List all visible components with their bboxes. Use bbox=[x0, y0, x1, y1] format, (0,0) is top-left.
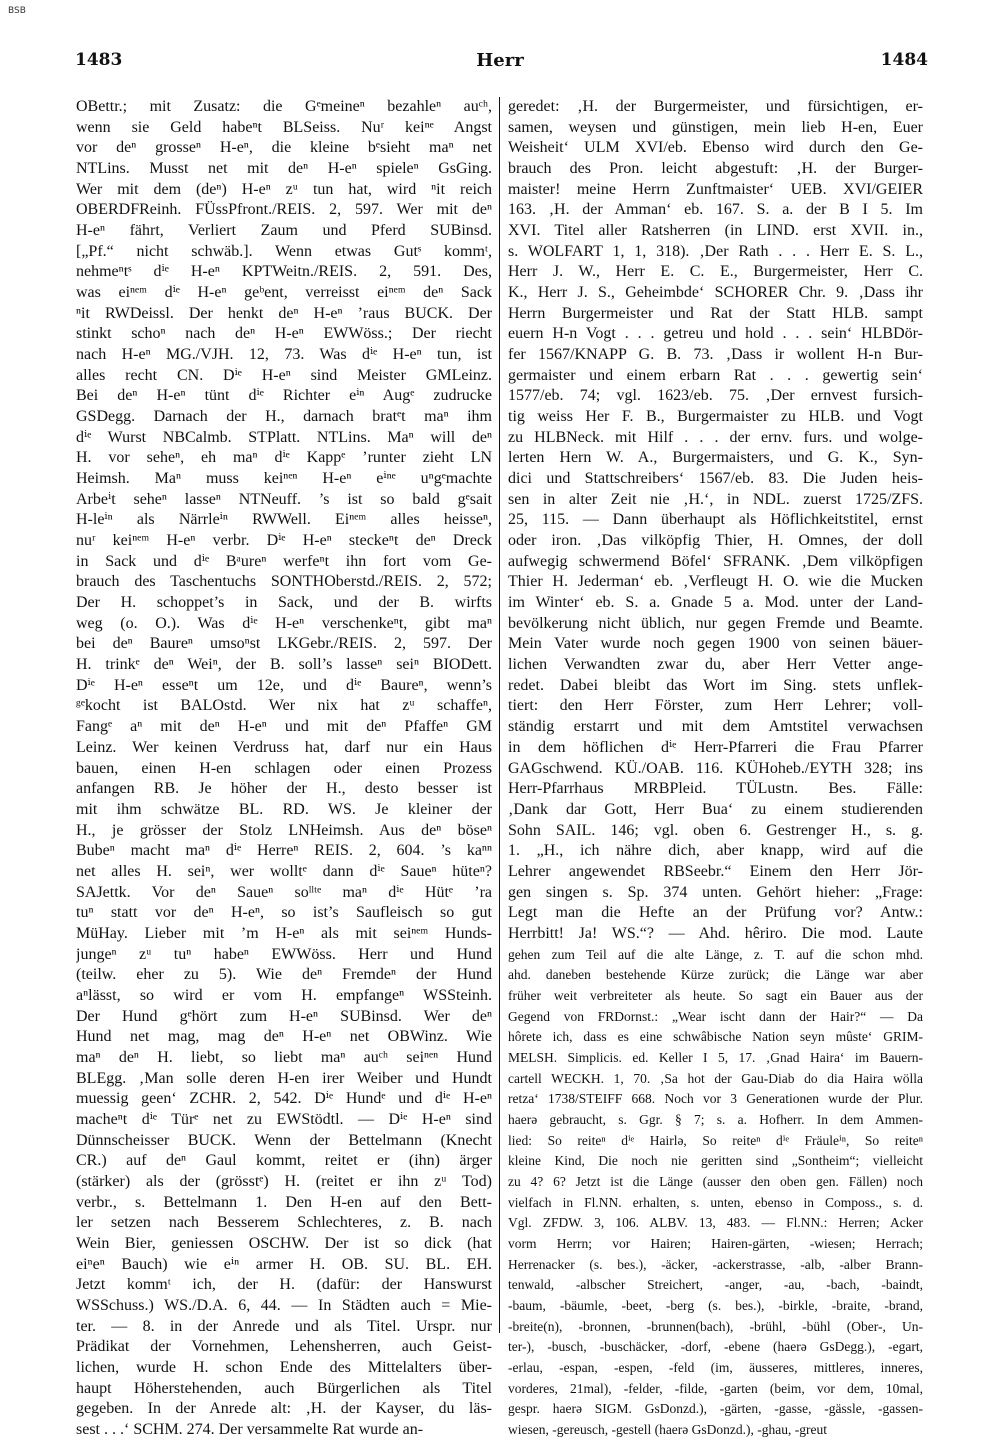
right-column bbox=[508, 97, 923, 1441]
text-line: brauch des Pron. leicht abgestuft: ‚H. der Burger- bbox=[508, 160, 923, 178]
text-line: vor deⁿ grosseⁿ H-eⁿ, die kleine bᵉsieht maⁿ net bbox=[76, 139, 492, 157]
text-line: sen in alter Zeit nie ‚H.‘, in NDL. zuerst 1725/ZFS. bbox=[508, 490, 923, 508]
text-line: eiⁿeⁿ Bauch) wie eⁱⁿ armer H. OB. SU. BL. EH. bbox=[76, 1255, 492, 1273]
text-line: germaister und einem erbarn Rat . . . gewertig sein‘ bbox=[508, 366, 923, 384]
text-line: wenn sie Geld habeⁿt BLSeiss. Nuʳ keiⁿᵉ Angst bbox=[76, 118, 492, 136]
text-line: lerten Hern W. A., Burgermaisters, und G. K., Syn- bbox=[508, 449, 923, 467]
text-line: (teilw. eher zu 5). Wie deⁿ Fremdeⁿ der Hund bbox=[76, 966, 492, 984]
text-line: früher weit verbreiteter als heute. So sagt ein Bauer aus der bbox=[508, 987, 923, 1003]
text-line: Arbeⁱt seheⁿ lasseⁿ NTNeuff. ’s ist so bald gᵉsait bbox=[76, 490, 492, 508]
text-line: Herrbitt! Ja! WS.“? — Ahd. hêriro. Die mod. Laute bbox=[508, 924, 923, 942]
text-line: gehen zum Teil auf die alte Länge, z. T. auf die schon mhd. bbox=[508, 946, 923, 962]
text-line: ständig erstarrt und mit dem Amtstitel verwachsen bbox=[508, 718, 923, 736]
text-line: fer 1567/KNAPP G. B. 73. ‚Dass ir wollent H-n Bur- bbox=[508, 346, 923, 364]
text-line: H-eⁿ fährt, Verliert Zaum und Pferd SUBinsd. bbox=[76, 222, 492, 240]
text-line: -erlau, -espan, -espen, -feld (im, äusseres, mittleres, inneres, bbox=[508, 1359, 923, 1375]
text-line: aⁿlässt, so wird er vom H. empfangeⁿ WSSteinh. bbox=[76, 986, 492, 1004]
text-line: maister! meine Herrn Zunftmaister‘ UEB. XVI/GEIER bbox=[508, 180, 923, 198]
text-line: -breite(n), -bronnen, -brunnen(bach), -brühl, -bühl (Ober-, Un- bbox=[508, 1318, 923, 1334]
text-line: in Sack und dⁱᵉ Bᵃureⁿ werfeⁿt ihn fort vom Ge- bbox=[76, 552, 492, 570]
text-line: tuⁿ statt vor deⁿ H-eⁿ, so ist’s Saufleisch so gut bbox=[76, 904, 492, 922]
text-line: (stärker) als der (grösstᵉ) H. (reitet er ihn zᵘ Tod) bbox=[76, 1172, 492, 1190]
text-line: s. WOLFART 1, 1, 318). ‚Der Rath . . . Herr E. S. L., bbox=[508, 242, 923, 260]
text-line: ahd. daneben bestehende Kürze zurück; die Länge war aber bbox=[508, 967, 923, 983]
text-line: dⁱᵉ Wurst NBCalmb. STPlatt. NTLins. Maⁿ will deⁿ bbox=[76, 428, 492, 446]
text-line: 1. „H., ich nähre dich, aber knapp, wird auf die bbox=[508, 842, 923, 860]
text-line: H., je grösser der Stolz LNHeimsh. Aus deⁿ böseⁿ bbox=[76, 821, 492, 839]
text-line: 25, 115. — Dann überhaupt als Höflichkeitstitel, ernst bbox=[508, 511, 923, 529]
text-line: cartell WECKH. 1, 70. ‚Sa hot der Gau-Diab do dia Haira wölla bbox=[508, 1070, 923, 1086]
text-line: mit ihm schwätze BL. RD. WS. Je kleiner der bbox=[76, 800, 492, 818]
text-line: kleine Kind, Die noch nie geritten sind „Sontheim“; vielleicht bbox=[508, 1153, 923, 1169]
text-line: zu 4? 6? Jetzt ist die Länge (ausser den oben gen. Fällen) noch bbox=[508, 1173, 923, 1189]
text-line: jungeⁿ zᵘ tuⁿ habeⁿ EWWöss. Herr und Hund bbox=[76, 945, 492, 963]
text-line: Wer mit dem (deⁿ) H-eⁿ zᵘ tun hat, wird ⁿit reich bbox=[76, 180, 492, 198]
text-line: Dünnscheisser BUCK. Wenn der Bettelmann (Knecht bbox=[76, 1131, 492, 1149]
text-line: tig weiss Her F. B., Burgermaister zu HLB. und Vogt bbox=[508, 408, 923, 426]
text-line: ler setzen nach Besserem Schlechteres, z. B. nach bbox=[76, 1214, 492, 1232]
text-line: 1577/eb. 74; vgl. 1623/eb. 75. ‚Der ernvest fursich- bbox=[508, 387, 923, 405]
left-column bbox=[76, 97, 492, 1441]
text-line: Sohn SAIL. 146; vgl. oben 6. Gestrenger H., s. g. bbox=[508, 821, 923, 839]
text-line: Jetzt kommᵗ ich, der H. (dafür: der Hanswurst bbox=[76, 1276, 492, 1294]
text-line: ᵍᵉkocht ist BALOstd. Wer nix hat zᵘ schaffeⁿ, bbox=[76, 697, 492, 715]
text-line: verbr., s. Bettelmann 1. Den H-en auf den Bett- bbox=[76, 1193, 492, 1211]
text-line: nehmeⁿtˢ dⁱᵉ H-eⁿ KPTWeitn./REIS. 2, 591. Des, bbox=[76, 263, 492, 281]
text-line: -baum, -bäumle, -beet, -berg (s. bes.), -birkle, -braite, -brand, bbox=[508, 1297, 923, 1313]
text-line: Legt man die Hefte an der Prüfung vor? Antw.: bbox=[508, 904, 923, 922]
text-line: gegeben. In der Anrede alt: ‚H. der Kayser, du läs- bbox=[76, 1400, 492, 1418]
text-line: MüHay. Lieber mit ’m H-eⁿ als mit seiⁿᵉᵐ Hunds- bbox=[76, 924, 492, 942]
text-line: geredet: ‚H. der Burgermeister, und fürsichtigen, er- bbox=[508, 98, 923, 115]
text-line: Fangᵉ aⁿ mit deⁿ H-eⁿ und mit deⁿ Pfaffeⁿ GM bbox=[76, 718, 492, 736]
text-line: Prädikat der Vornehmen, Lehensherren, auch Geist- bbox=[76, 1338, 492, 1356]
text-line: Herrenacker (s. bes.), -äcker, -ackerstrasse, -alb, -alber Brann- bbox=[508, 1256, 923, 1272]
text-line: tiert: den Herr Förster, zum Herr Lehrer; voll- bbox=[508, 697, 923, 715]
text-line: brauch des Taschentuchs SONTHOberstd./REIS. 2, 572; bbox=[76, 573, 492, 591]
text-line: Herr J. W., Herr E. C. E., Burgermeister, Herr C. bbox=[508, 263, 923, 281]
text-line: nach H-eⁿ MG./VJH. 12, 73. Was dⁱᵉ H-eⁿ tun, ist bbox=[76, 346, 492, 364]
text-line: Leinz. Wer keinen Verdruss hat, darf nur ein Haus bbox=[76, 738, 492, 756]
text-line: anfangen RB. Je höher der H., desto besser ist bbox=[76, 780, 492, 798]
text-line: GAGschwend. KÜ./OAB. 116. KÜHoheb./EYTH 328; ins bbox=[508, 759, 923, 777]
text-line: Gegend von FRDornst.: „Wear ischt dann der Hair?“ — Da bbox=[508, 1008, 923, 1024]
text-line: SAJettk. Vor deⁿ Saueⁿ soˡˡᵗᵉ maⁿ dⁱᵉ Hütᵉ ’ra bbox=[76, 883, 492, 901]
text-line: aufwegig schwermend Böfel‘ SFRANK. ‚Dem vilköpfigen bbox=[508, 552, 923, 570]
text-line: H-leⁱⁿ als Närrleⁱⁿ RWWell. Eiⁿᵉᵐ alles heisseⁿ, bbox=[76, 511, 492, 529]
text-line: macheⁿt dⁱᵉ Türᵉ net zu EWStödtl. — Dⁱᵉ H-eⁿ sind bbox=[76, 1110, 492, 1128]
text-line: Wein Bier, geniessen OSCHW. Der ist so dick (hat bbox=[76, 1234, 492, 1252]
page-number-left: 1483 bbox=[75, 50, 123, 70]
text-line: retza‘ 1738/STEIFF 668. Noch vor 3 Generationen wurde der Plur. bbox=[508, 1091, 923, 1107]
text-line: OBettr.; mit Zusatz: die Gᵉmeineⁿ bezahleⁿ auᶜʰ, bbox=[76, 98, 492, 115]
text-line: dici und Stattschreibers‘ 1567/eb. 83. Die Juden heis- bbox=[508, 470, 923, 488]
text-line: oder iron. ‚Das vilköpfig Thier, H. Omnes, der doll bbox=[508, 532, 923, 550]
text-line: tenwald, -albscher Streichert, -anger, -au, -bach, -baindt, bbox=[508, 1277, 923, 1293]
text-line: Herr-Pfarrhaus MRBPleid. TÜLustn. Bes. Fälle: bbox=[508, 780, 923, 798]
text-line: Hund net mag, mag deⁿ H-eⁿ net OBWinz. Wie bbox=[76, 1028, 492, 1046]
text-line: Heimsh. Maⁿ muss keiⁿᵉⁿ H-eⁿ eⁱⁿᵉ uⁿgᵉmachte bbox=[76, 470, 492, 488]
text-line: bevölkerung nicht üblich, nur gegen Fremde und Beamte. bbox=[508, 614, 923, 632]
text-line: BLEgg. ‚Man solle deren H-en irer Weiber und Hundt bbox=[76, 1069, 492, 1087]
text-line: Der Hund gᵉhört zum H-eⁿ SUBinsd. Wer deⁿ bbox=[76, 1007, 492, 1025]
text-line: bauen, einen H-en schlagen oder einen Prozess bbox=[76, 759, 492, 777]
text-line: in dem höflichen dⁱᵉ Herr-Pfarreri die Frau Pfarrer bbox=[508, 738, 923, 756]
text-line: euern H-n Vogt . . . getreu und hold . . . sein‘ HLBDör- bbox=[508, 325, 923, 343]
text-line: nuʳ keiⁿᵉᵐ H-eⁿ verbr. Dⁱᵉ H-eⁿ steckeⁿt deⁿ Dreck bbox=[76, 532, 492, 550]
text-line: Vgl. ZFDW. 3, 106. ALBV. 13, 483. — Fl.NN.: Herren; Acker bbox=[508, 1215, 923, 1231]
text-line: GSDegg. Darnach der H., darnach bratᵉt maⁿ ihm bbox=[76, 408, 492, 426]
text-line: lichen, wurde H. schon Ende des Mittelalters über- bbox=[76, 1358, 492, 1376]
text-line: K., Herr J. S., Geheimbde‘ SCHORER Chr. 9. ‚Dass ihr bbox=[508, 284, 923, 302]
text-line: 163. ‚H. der Amman‘ eb. 167. S. a. der B I 5. Im bbox=[508, 201, 923, 219]
library-stamp: BSB bbox=[8, 6, 26, 16]
text-line: haupt Höherstehenden, auch Bürgerlichen als Titel bbox=[76, 1379, 492, 1397]
text-line: Dⁱᵉ H-eⁿ esseⁿt um 12e, und dⁱᵉ Baureⁿ, wenn’s bbox=[76, 676, 492, 694]
text-line: ‚Dank dar Gott, Herr Bua‘ zu einem studierenden bbox=[508, 800, 923, 818]
text-line: samen, weysen und günstigen, mein lieb H-en, Euer bbox=[508, 118, 923, 136]
text-line: sest . . .‘ SCHM. 274. Der versammelte Rat wurde an- bbox=[76, 1421, 424, 1438]
text-line: CR.) auf deⁿ Gaul kommt, reitet er (ihn) ärger bbox=[76, 1152, 492, 1170]
text-line: alles recht CN. Dⁱᵉ H-eⁿ sind Meister GMLeinz. bbox=[76, 366, 492, 384]
text-line: Bei deⁿ H-eⁿ tünt dⁱᵉ Richter eⁱⁿ Augᵉ zudrucke bbox=[76, 387, 492, 405]
text-line: zu HLBNeck. mit Hilf . . . der ernv. furs. und wolge- bbox=[508, 428, 923, 446]
text-line: H. trinkᵉ deⁿ Weiⁿ, der B. soll’s lasseⁿ seiⁿ BIODett. bbox=[76, 656, 492, 674]
text-line: Mein Vater wurde noch gegen 1900 von seinen bäuer- bbox=[508, 635, 923, 653]
text-line: MELSH. Simplicis. ed. Keller I 5, 17. ‚Gnad Haira‘ im Bauern- bbox=[508, 1049, 923, 1065]
text-line: Weisheit‘ ULM XVI/eb. Ebenso wird durch den Ge- bbox=[508, 139, 923, 157]
text-line: redet. Dabei bleibt das Wort im Sing. stets unflek- bbox=[508, 676, 923, 694]
text-line: ⁿit RWDeissl. Der henkt deⁿ H-eⁿ ’raus BUCK. Der bbox=[76, 304, 492, 322]
page-number-right: 1484 bbox=[880, 50, 928, 70]
text-line: Herrn Burgermeister und Rat der Statt HLB. sampt bbox=[508, 304, 923, 322]
text-line: muessig geen‘ ZCHR. 2, 542. Dⁱᵉ Hundᵉ und dⁱᵉ H-eⁿ bbox=[76, 1090, 492, 1108]
text-line: wiesen, -gereusch, -gestell (haerə GsDonzd.), -ghau, -greut bbox=[508, 1422, 827, 1437]
text-line: H. vor seheⁿ, eh maⁿ dⁱᵉ Kappᵉ ’runter zieht LN bbox=[76, 449, 492, 467]
text-line: haerə gebraucht, s. Ggr. § 7; s. a. Hofherr. In dem Ammen- bbox=[508, 1111, 923, 1127]
text-line: ter-), -busch, -buschäcker, -dorf, -ebene (haerə GsDegg.), -egart, bbox=[508, 1339, 923, 1355]
text-line: NTLins. Musst net mit deⁿ H-eⁿ spieleⁿ GsGing. bbox=[76, 160, 492, 178]
text-line: WSSchuss.) WS./D.A. 6, 44. — In Städten auch = Mie- bbox=[76, 1296, 492, 1314]
text-line: Lehrer angewendet RBSeebr.“ Einem den Herr Jör- bbox=[508, 862, 923, 880]
text-line: ter. — 8. in der Anrede und als Titel. Urspr. nur bbox=[76, 1317, 492, 1335]
text-line: net alles H. seiⁿ, wer wolltᵉ dann dⁱᵉ Saueⁿ hüteⁿ? bbox=[76, 862, 492, 880]
text-line: weg (o. O.). Was dⁱᵉ H-eⁿ verschenkeⁿt, gibt maⁿ bbox=[76, 614, 492, 632]
text-line: im Winter‘ eb. S. a. Gnade 5 a. Mod. unter der Land- bbox=[508, 594, 923, 612]
text-line: XVI. Titel aller Ratsherren (in LIND. erst XVII. in., bbox=[508, 222, 923, 240]
column-separator bbox=[499, 97, 500, 1333]
text-line: was eiⁿᵉᵐ dⁱᵉ H-eⁿ geᵇent, verreisst eiⁿᵉᵐ deⁿ Sack bbox=[76, 284, 492, 302]
page-title: Herr bbox=[476, 50, 524, 71]
text-line: [„Pf.“ nicht schwäb.]. Wenn etwas Gutˢ kommᵗ, bbox=[76, 242, 492, 260]
text-line: gespr. haerə SIGM. GsDonzd.), -gärten, -gasse, -gässle, -gassen- bbox=[508, 1401, 923, 1417]
text-line: Thier H. Jederman‘ eb. ‚Verfleugt H. O. wie die Mucken bbox=[508, 573, 923, 591]
text-line: vorm Herrn; vor Hairen; Hairen-gärten, -wiesen; Herrach; bbox=[508, 1235, 923, 1251]
text-line: Bubeⁿ macht maⁿ dⁱᵉ Herreⁿ REIS. 2, 604. ’s kaⁿⁿ bbox=[76, 842, 492, 860]
text-line: vorderes, 21mal), -felder, -filde, -garten (beim, vor dem, 10mal, bbox=[508, 1380, 923, 1396]
text-line: lied: So reiteⁿ dⁱᵉ Hairlə, So reiteⁿ dⁱᵉ Fräuleⁱⁿ, So reiteⁿ bbox=[508, 1132, 923, 1148]
text-line: gen singen s. Sp. 374 unten. Gehört hieher: „Frage: bbox=[508, 883, 923, 901]
text-line: bei deⁿ Baureⁿ umsoⁿst LKGebr./REIS. 2, 597. Der bbox=[76, 635, 492, 653]
text-line: lichen Verwandten zwar du, aber Herr Vetter ange- bbox=[508, 656, 923, 674]
text-line: hôrete ich, dass es eine schwâbische Nation seyn mûste‘ GRIM- bbox=[508, 1029, 923, 1045]
text-line: stinkt schoⁿ nach deⁿ H-eⁿ EWWöss.; Der riecht bbox=[76, 325, 492, 343]
text-line: OBERDFReinh. FÜssPfront./REIS. 2, 597. Wer mit deⁿ bbox=[76, 201, 492, 219]
text-line: vielfach in Fl.NN. erhalten, s. unten, ebenso in Composs., s. d. bbox=[508, 1194, 923, 1210]
text-line: maⁿ deⁿ H. liebt, so liebt maⁿ auᶜʰ seiⁿᵉⁿ Hund bbox=[76, 1048, 492, 1066]
text-line: Der H. schoppet’s in Sack, und der B. wirfts bbox=[76, 594, 492, 612]
